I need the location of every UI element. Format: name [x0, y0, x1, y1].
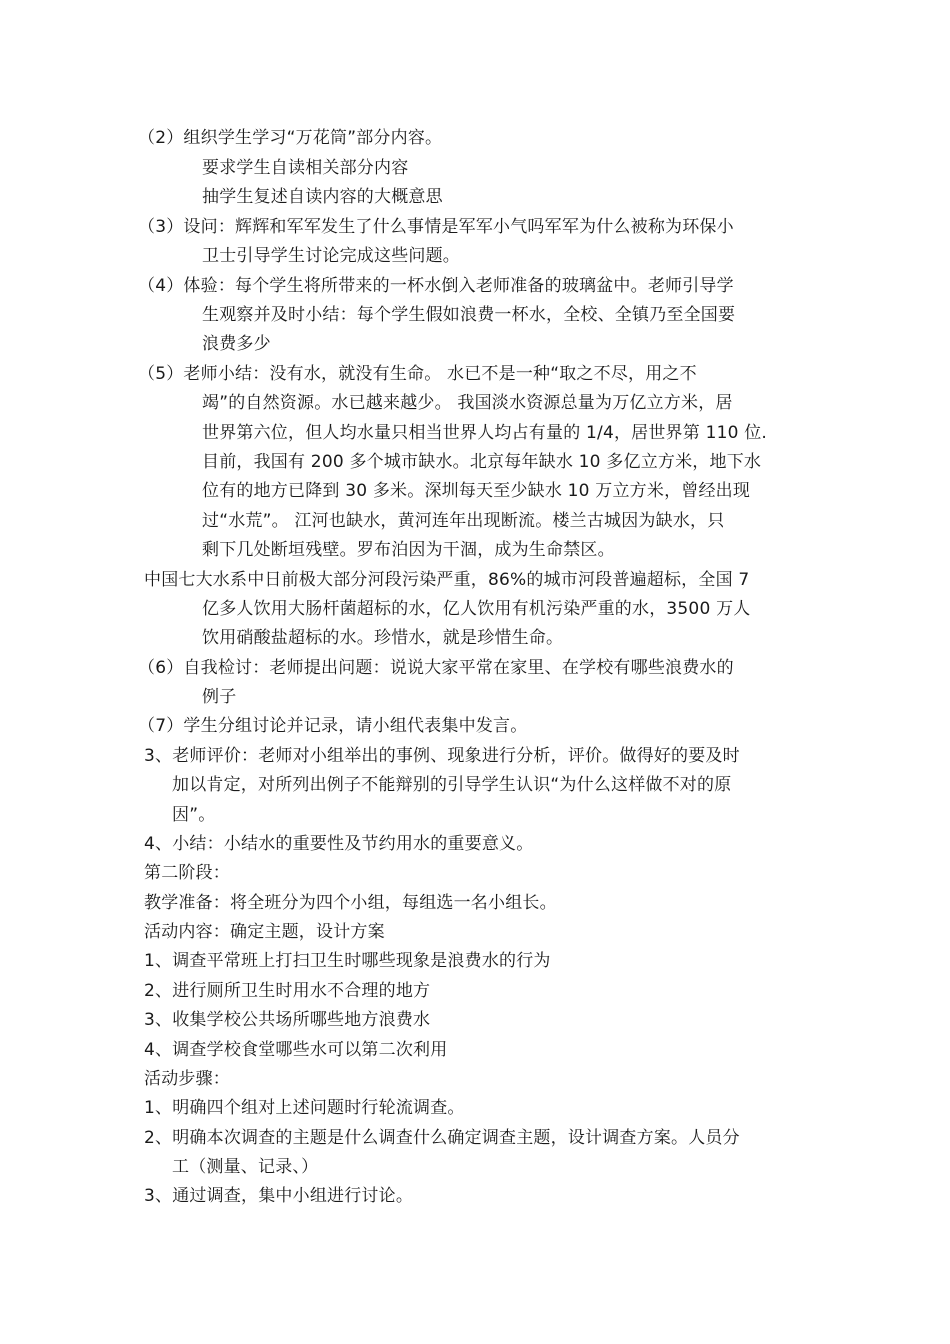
activity-steps-heading: 活动步骤： — [144, 1069, 230, 1089]
step-3-line-3: 因”。 — [172, 805, 216, 825]
item-5-line-2: 竭”的自然资源。水已越来越少。 我国淡水资源总量为万亿立方米，居 — [202, 393, 733, 413]
item-6-line-1: （6）自我检讨：老师提出问题：说说大家平常在家里、在学校有哪些浪费水的 — [138, 658, 734, 678]
steps-item-3: 3、通过调查，集中小组进行讨论。 — [144, 1186, 414, 1206]
pollution-line-1: 中国七大水系中日前极大部分河段污染严重，86%的城市河段普遍超标，全国 7 — [144, 570, 750, 590]
item-5-line-5: 位有的地方已降到 30 多米。深圳每天至少缺水 10 万立方米，曾经出现 — [202, 481, 751, 501]
item-5-line-4: 目前，我国有 200 多个城市缺水。北京每年缺水 10 多亿立方米，地下水 — [202, 452, 762, 472]
content-item-2: 2、进行厕所卫生时用水不合理的地方 — [144, 981, 431, 1001]
content-item-4: 4、调查学校食堂哪些水可以第二次利用 — [144, 1040, 448, 1060]
content-item-3: 3、收集学校公共场所哪些地方浪费水 — [144, 1010, 431, 1030]
item-3-line-2: 卫士引导学生讨论完成这些问题。 — [202, 246, 460, 266]
item-2-line: （2）组织学生学习“万花筒”部分内容。 — [138, 128, 443, 148]
item-5-line-7: 剩下几处断垣残壁。罗布泊因为干涸，成为生命禁区。 — [202, 540, 615, 560]
item-6-line-2: 例子 — [202, 687, 237, 707]
item-2-sub-2: 抽学生复述自读内容的大概意思 — [202, 187, 443, 207]
item-4-line-3: 浪费多少 — [202, 334, 271, 354]
step-4-line: 4、小结：小结水的重要性及节约用水的重要意义。 — [144, 834, 534, 854]
step-3-line-2: 加以肯定，对所列出例子不能辩别的引导学生认识“为什么这样做不对的原 — [172, 775, 732, 795]
pollution-line-3: 饮用硝酸盐超标的水。珍惜水，就是珍惜生命。 — [202, 628, 564, 648]
item-7-line: （7）学生分组讨论并记录，请小组代表集中发言。 — [138, 716, 528, 736]
steps-item-2-line-1: 2、明确本次调查的主题是什么调查什么确定调查主题，设计调查方案。人员分 — [144, 1128, 740, 1148]
stage-2-heading: 第二阶段： — [144, 863, 230, 883]
item-3-line-1: （3）设问：辉辉和军军发生了什么事情是军军小气吗军军为什么被称为环保小 — [138, 217, 734, 237]
item-4-line-2: 生观察并及时小结：每个学生假如浪费一杯水，全校、全镇乃至全国要 — [202, 305, 736, 325]
steps-item-2-line-2: 工（测量、记录、） — [172, 1157, 319, 1177]
content-item-1: 1、调查平常班上打扫卫生时哪些现象是浪费水的行为 — [144, 951, 551, 971]
item-5-line-3: 世界第六位，但人均水量只相当世界人均占有量的 1/4，居世界第 110 位. — [202, 423, 768, 443]
pollution-line-2: 亿多人饮用大肠杆菌超标的水，亿人饮用有机污染严重的水，3500 万人 — [202, 599, 751, 619]
item-5-line-1: （5）老师小结：没有水，就没有生命。 水已不是一种“取之不尽，用之不 — [138, 364, 697, 384]
item-4-line-1: （4）体验：每个学生将所带来的一杯水倒入老师准备的玻璃盆中。老师引导学 — [138, 276, 734, 296]
activity-content: 活动内容：确定主题，设计方案 — [144, 922, 385, 942]
item-2-sub-1: 要求学生自读相关部分内容 — [202, 158, 409, 178]
steps-item-1: 1、明确四个组对上述问题时行轮流调查。 — [144, 1098, 465, 1118]
teaching-prep: 教学准备：将全班分为四个小组，每组选一名小组长。 — [144, 893, 557, 913]
step-3-line-1: 3、老师评价：老师对小组举出的事例、现象进行分析，评价。做得好的要及时 — [144, 746, 740, 766]
item-5-line-6: 过“水荒”。 江河也缺水，黄河连年出现断流。楼兰古城因为缺水，只 — [202, 511, 725, 531]
